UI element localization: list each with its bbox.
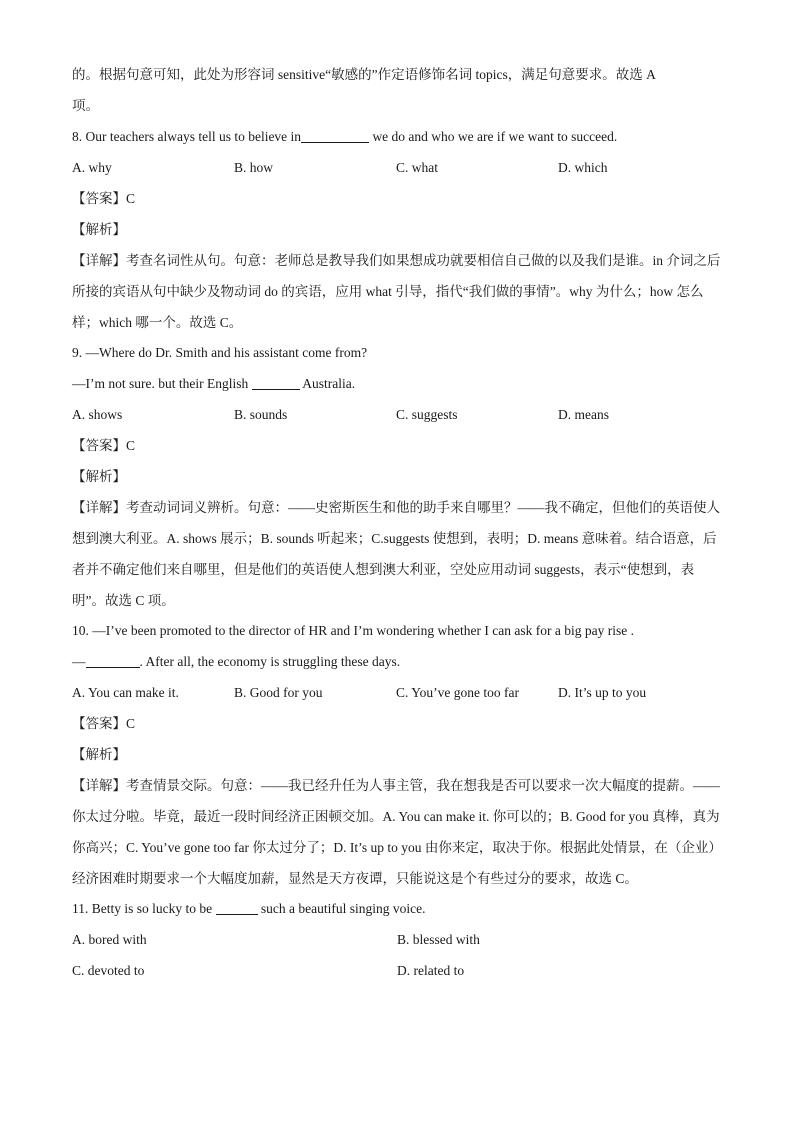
q11-blank [216, 900, 258, 915]
q10-detail: 【详解】考查情景交际。句意：——我已经升任为人事主管，我在想我是否可以要求一次大幅度的提薪。——你太过分啦。毕竟，最近一段时间经济正困顿交加。A. You can make it. 你可以的；B. Good for you 真棒，真为你高兴；C. You’ve gone too far 你太过分了；D. It’s up to you 由你来定，取决于你。根据此处情景，在（企业）经济困难时期要求一个大幅度加薪，显然是天方夜谭，只能说这是个有些过分的要求，故选 C。 [72, 778, 722, 886]
q9-answer: 【答案】C [72, 438, 136, 453]
q10-option-d: D. It’s up to you [558, 685, 647, 700]
q11-option-a: A. bored with [72, 932, 147, 947]
q11-option-b: B. blessed with [397, 932, 480, 947]
q9-options [72, 404, 722, 435]
q9-option-a: A. shows [72, 407, 123, 422]
q8-option-d: D. which [558, 160, 608, 175]
document-page [72, 64, 722, 991]
q8-stem: 8. Our teachers always tell us to believe in we do and who we are if we want to succeed. [72, 129, 618, 144]
q9-option-d: D. means [558, 407, 609, 422]
q11-options-row2 [72, 960, 722, 991]
q9-option-b: B. sounds [234, 407, 288, 422]
q8-options [72, 157, 722, 188]
q11-option-d: D. related to [397, 963, 465, 978]
q9-option-c: C. suggests [396, 407, 458, 422]
q9-stem-line1: 9. —Where do Dr. Smith and his assistant come from? [72, 345, 368, 360]
q8-option-b: B. how [234, 160, 274, 175]
q9-stem-line2: —I’m not sure. but their English Australia. [72, 376, 356, 391]
q11-option-c: C. devoted to [72, 963, 145, 978]
q10-stem-line1: 10. —I’ve been promoted to the director of HR and I’m wondering whether I can ask for a big pay rise . [72, 623, 634, 638]
q9-analysis-label: 【解析】 [72, 469, 126, 484]
q10-stem-line2: — . After all, the economy is struggling these days. [72, 654, 401, 669]
q8-answer: 【答案】C [72, 191, 136, 206]
q9-detail: 【详解】考查动词词义辨析。句意：——史密斯医生和他的助手来自哪里？——我不确定，但他们的英语使人想到澳大利亚。A. shows 展示；B. sounds 听起来；C.suggests 使想到，表明；D. means 意味着。结合语意，后者并不确定他们来自哪里，但是他们的英语使人想到澳大利亚，空处应用动词 suggests，表示“使想到，表明”。故选 C 项。 [72, 500, 720, 608]
q8-blank [301, 128, 369, 143]
q8-option-c: C. what [396, 160, 438, 175]
q10-options [72, 682, 722, 713]
q10-answer: 【答案】C [72, 716, 136, 731]
q11-stem: 11. Betty is so lucky to be such a beautiful singing voice. [72, 901, 426, 916]
q10-option-c: C. You’ve gone too far [396, 685, 519, 700]
q9-blank [252, 375, 300, 390]
q8-analysis-label: 【解析】 [72, 222, 126, 237]
q10-option-a: A. You can make it. [72, 685, 179, 700]
q10-analysis-label: 【解析】 [72, 747, 126, 762]
q11-options-row1 [72, 929, 722, 960]
prev-explanation-line2: 项。 [72, 98, 99, 113]
prev-explanation-line1: 的。根据句意可知，此处为形容词 sensitive“敏感的”作定语修饰名词 topics，满足句意要求。故选 A [72, 67, 656, 82]
q10-option-b: B. Good for you [234, 685, 323, 700]
q10-blank [86, 653, 140, 668]
q8-detail: 【详解】考查名词性从句。句意：老师总是教导我们如果想成功就要相信自己做的以及我们是谁。in 介词之后所接的宾语从句中缺少及物动词 do 的宾语，应用 what 引导，指代“我们做的事情”。why 为什么；how 怎么样；which 哪一个。故选 C。 [72, 253, 721, 330]
q8-option-a: A. why [72, 160, 112, 175]
